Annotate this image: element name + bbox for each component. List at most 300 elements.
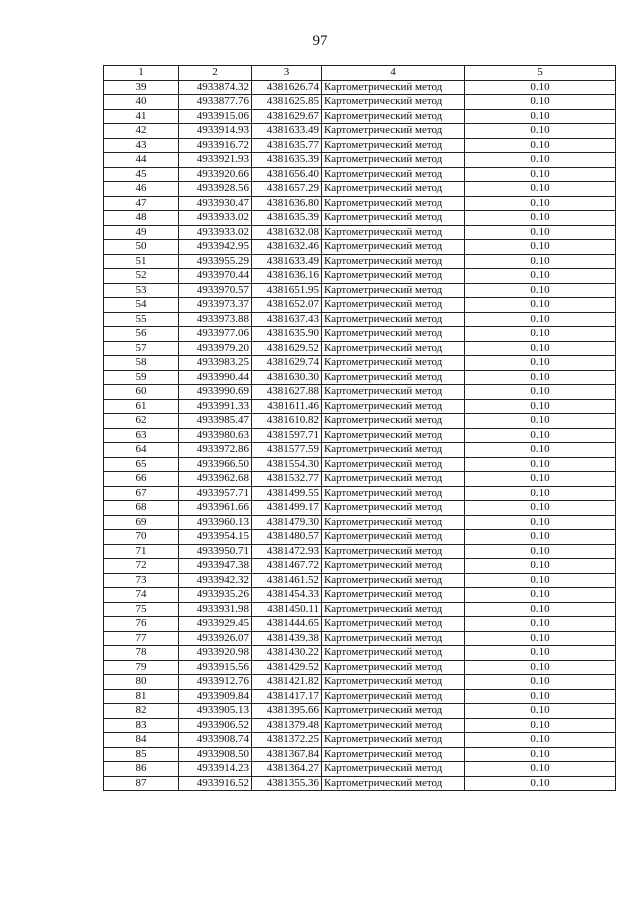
method-cell: Картометрический метод [322,399,465,414]
x-coordinate-cell: 4933973.88 [179,312,252,327]
method-cell: Картометрический метод [322,602,465,617]
y-coordinate-cell: 4381479.30 [252,515,322,530]
column-header: 4 [322,66,465,81]
method-cell: Картометрический метод [322,269,465,284]
method-cell: Картометрический метод [322,254,465,269]
accuracy-cell: 0.10 [465,414,616,429]
accuracy-cell: 0.10 [465,472,616,487]
y-coordinate-cell: 4381554.30 [252,457,322,472]
y-coordinate-cell: 4381627.88 [252,385,322,400]
y-coordinate-cell: 4381461.52 [252,573,322,588]
accuracy-cell: 0.10 [465,544,616,559]
point-number-cell: 82 [104,704,179,719]
x-coordinate-cell: 4933914.23 [179,762,252,777]
point-number-cell: 63 [104,428,179,443]
x-coordinate-cell: 4933961.66 [179,501,252,516]
x-coordinate-cell: 4933972.86 [179,443,252,458]
table-row [104,167,616,182]
accuracy-cell: 0.10 [465,573,616,588]
table-row [104,182,616,197]
method-cell: Картометрический метод [322,588,465,603]
table-row [104,515,616,530]
point-number-cell: 60 [104,385,179,400]
y-coordinate-cell: 4381637.43 [252,312,322,327]
accuracy-cell: 0.10 [465,196,616,211]
method-cell: Картометрический метод [322,646,465,661]
table-row [104,385,616,400]
x-coordinate-cell: 4933977.06 [179,327,252,342]
column-header: 2 [179,66,252,81]
accuracy-cell: 0.10 [465,385,616,400]
method-cell: Картометрический метод [322,327,465,342]
method-cell: Картометрический метод [322,414,465,429]
accuracy-cell: 0.10 [465,588,616,603]
accuracy-cell: 0.10 [465,457,616,472]
y-coordinate-cell: 4381652.07 [252,298,322,313]
table-row [104,95,616,110]
method-cell: Картометрический метод [322,486,465,501]
coordinates-table [103,65,616,791]
method-cell: Картометрический метод [322,196,465,211]
table-row [104,501,616,516]
table-row [104,428,616,443]
accuracy-cell: 0.10 [465,501,616,516]
table-row [104,211,616,226]
method-cell: Картометрический метод [322,776,465,791]
point-number-cell: 67 [104,486,179,501]
accuracy-cell: 0.10 [465,312,616,327]
y-coordinate-cell: 4381651.95 [252,283,322,298]
method-cell: Картометрический метод [322,283,465,298]
point-number-cell: 40 [104,95,179,110]
point-number-cell: 48 [104,211,179,226]
point-number-cell: 64 [104,443,179,458]
table-row [104,283,616,298]
method-cell: Картометрический метод [322,704,465,719]
table-row [104,689,616,704]
x-coordinate-cell: 4933970.44 [179,269,252,284]
method-cell: Картометрический метод [322,356,465,371]
x-coordinate-cell: 4933954.15 [179,530,252,545]
table-row [104,675,616,690]
x-coordinate-cell: 4933935.26 [179,588,252,603]
method-cell: Картометрический метод [322,718,465,733]
accuracy-cell: 0.10 [465,747,616,762]
method-cell: Картометрический метод [322,733,465,748]
x-coordinate-cell: 4933906.52 [179,718,252,733]
method-cell: Картометрический метод [322,472,465,487]
method-cell: Картометрический метод [322,428,465,443]
y-coordinate-cell: 4381656.40 [252,167,322,182]
table-row [104,370,616,385]
table-row [104,240,616,255]
y-coordinate-cell: 4381364.27 [252,762,322,777]
x-coordinate-cell: 4933916.52 [179,776,252,791]
y-coordinate-cell: 4381611.46 [252,399,322,414]
table-row [104,617,616,632]
point-number-cell: 49 [104,225,179,240]
table-row [104,124,616,139]
x-coordinate-cell: 4933912.76 [179,675,252,690]
method-cell: Картометрический метод [322,530,465,545]
column-header: 5 [465,66,616,81]
x-coordinate-cell: 4933990.44 [179,370,252,385]
column-header: 1 [104,66,179,81]
table-row [104,457,616,472]
y-coordinate-cell: 4381480.57 [252,530,322,545]
table-row [104,341,616,356]
y-coordinate-cell: 4381636.16 [252,269,322,284]
accuracy-cell: 0.10 [465,269,616,284]
accuracy-cell: 0.10 [465,733,616,748]
table-row [104,486,616,501]
table-row [104,588,616,603]
point-number-cell: 85 [104,747,179,762]
point-number-cell: 42 [104,124,179,139]
method-cell: Картометрический метод [322,211,465,226]
accuracy-cell: 0.10 [465,443,616,458]
point-number-cell: 41 [104,109,179,124]
y-coordinate-cell: 4381629.52 [252,341,322,356]
point-number-cell: 65 [104,457,179,472]
x-coordinate-cell: 4933980.63 [179,428,252,443]
y-coordinate-cell: 4381626.74 [252,80,322,95]
method-cell: Картометрический метод [322,298,465,313]
method-cell: Картометрический метод [322,153,465,168]
accuracy-cell: 0.10 [465,138,616,153]
point-number-cell: 87 [104,776,179,791]
y-coordinate-cell: 4381532.77 [252,472,322,487]
table-row [104,196,616,211]
accuracy-cell: 0.10 [465,298,616,313]
accuracy-cell: 0.10 [465,254,616,269]
y-coordinate-cell: 4381472.93 [252,544,322,559]
accuracy-cell: 0.10 [465,153,616,168]
accuracy-cell: 0.10 [465,617,616,632]
point-number-cell: 70 [104,530,179,545]
method-cell: Картометрический метод [322,182,465,197]
y-coordinate-cell: 4381355.36 [252,776,322,791]
table-header-row [104,66,616,81]
point-number-cell: 51 [104,254,179,269]
y-coordinate-cell: 4381454.33 [252,588,322,603]
accuracy-cell: 0.10 [465,631,616,646]
x-coordinate-cell: 4933928.56 [179,182,252,197]
y-coordinate-cell: 4381499.17 [252,501,322,516]
accuracy-cell: 0.10 [465,283,616,298]
method-cell: Картометрический метод [322,689,465,704]
method-cell: Картометрический метод [322,631,465,646]
column-header: 3 [252,66,322,81]
table-row [104,399,616,414]
x-coordinate-cell: 4933905.13 [179,704,252,719]
table-row [104,573,616,588]
y-coordinate-cell: 4381633.49 [252,254,322,269]
accuracy-cell: 0.10 [465,356,616,371]
x-coordinate-cell: 4933916.72 [179,138,252,153]
y-coordinate-cell: 4381444.65 [252,617,322,632]
table-row [104,544,616,559]
accuracy-cell: 0.10 [465,80,616,95]
x-coordinate-cell: 4933933.02 [179,225,252,240]
table-row [104,312,616,327]
method-cell: Картометрический метод [322,109,465,124]
table-row [104,443,616,458]
y-coordinate-cell: 4381636.80 [252,196,322,211]
y-coordinate-cell: 4381629.67 [252,109,322,124]
y-coordinate-cell: 4381372.25 [252,733,322,748]
y-coordinate-cell: 4381629.74 [252,356,322,371]
accuracy-cell: 0.10 [465,660,616,675]
method-cell: Картометрический метод [322,240,465,255]
method-cell: Картометрический метод [322,124,465,139]
point-number-cell: 44 [104,153,179,168]
y-coordinate-cell: 4381429.52 [252,660,322,675]
method-cell: Картометрический метод [322,443,465,458]
method-cell: Картометрический метод [322,95,465,110]
y-coordinate-cell: 4381625.85 [252,95,322,110]
point-number-cell: 43 [104,138,179,153]
accuracy-cell: 0.10 [465,602,616,617]
y-coordinate-cell: 4381467.72 [252,559,322,574]
point-number-cell: 59 [104,370,179,385]
method-cell: Картометрический метод [322,225,465,240]
table-row [104,559,616,574]
point-number-cell: 57 [104,341,179,356]
y-coordinate-cell: 4381379.48 [252,718,322,733]
table-row [104,356,616,371]
y-coordinate-cell: 4381610.82 [252,414,322,429]
accuracy-cell: 0.10 [465,428,616,443]
point-number-cell: 80 [104,675,179,690]
point-number-cell: 39 [104,80,179,95]
accuracy-cell: 0.10 [465,95,616,110]
y-coordinate-cell: 4381635.39 [252,211,322,226]
point-number-cell: 77 [104,631,179,646]
y-coordinate-cell: 4381577.59 [252,443,322,458]
point-number-cell: 72 [104,559,179,574]
table-row [104,646,616,661]
y-coordinate-cell: 4381657.29 [252,182,322,197]
table-row [104,762,616,777]
point-number-cell: 66 [104,472,179,487]
x-coordinate-cell: 4933933.02 [179,211,252,226]
x-coordinate-cell: 4933960.13 [179,515,252,530]
method-cell: Картометрический метод [322,544,465,559]
point-number-cell: 53 [104,283,179,298]
accuracy-cell: 0.10 [465,370,616,385]
x-coordinate-cell: 4933920.66 [179,167,252,182]
point-number-cell: 81 [104,689,179,704]
point-number-cell: 71 [104,544,179,559]
x-coordinate-cell: 4933970.57 [179,283,252,298]
y-coordinate-cell: 4381635.90 [252,327,322,342]
x-coordinate-cell: 4933985.47 [179,414,252,429]
accuracy-cell: 0.10 [465,776,616,791]
table-row [104,109,616,124]
x-coordinate-cell: 4933909.84 [179,689,252,704]
method-cell: Картометрический метод [322,457,465,472]
x-coordinate-cell: 4933991.33 [179,399,252,414]
accuracy-cell: 0.10 [465,559,616,574]
table-body [104,80,616,791]
method-cell: Картометрический метод [322,747,465,762]
table-row [104,138,616,153]
x-coordinate-cell: 4933966.50 [179,457,252,472]
point-number-cell: 61 [104,399,179,414]
x-coordinate-cell: 4933908.74 [179,733,252,748]
point-number-cell: 78 [104,646,179,661]
method-cell: Картометрический метод [322,80,465,95]
point-number-cell: 55 [104,312,179,327]
x-coordinate-cell: 4933874.32 [179,80,252,95]
table-row [104,414,616,429]
x-coordinate-cell: 4933920.98 [179,646,252,661]
point-number-cell: 75 [104,602,179,617]
x-coordinate-cell: 4933931.98 [179,602,252,617]
x-coordinate-cell: 4933942.95 [179,240,252,255]
table-row [104,660,616,675]
accuracy-cell: 0.10 [465,704,616,719]
table-row [104,530,616,545]
accuracy-cell: 0.10 [465,486,616,501]
method-cell: Картометрический метод [322,559,465,574]
page-number: 97 [312,33,328,49]
accuracy-cell: 0.10 [465,211,616,226]
method-cell: Картометрический метод [322,501,465,516]
accuracy-cell: 0.10 [465,399,616,414]
point-number-cell: 86 [104,762,179,777]
table-row [104,269,616,284]
point-number-cell: 58 [104,356,179,371]
accuracy-cell: 0.10 [465,124,616,139]
x-coordinate-cell: 4933962.68 [179,472,252,487]
point-number-cell: 56 [104,327,179,342]
y-coordinate-cell: 4381367.84 [252,747,322,762]
accuracy-cell: 0.10 [465,515,616,530]
point-number-cell: 68 [104,501,179,516]
method-cell: Картометрический метод [322,762,465,777]
x-coordinate-cell: 4933979.20 [179,341,252,356]
y-coordinate-cell: 4381633.49 [252,124,322,139]
method-cell: Картометрический метод [322,617,465,632]
point-number-cell: 76 [104,617,179,632]
x-coordinate-cell: 4933990.69 [179,385,252,400]
accuracy-cell: 0.10 [465,167,616,182]
x-coordinate-cell: 4933921.93 [179,153,252,168]
method-cell: Картометрический метод [322,385,465,400]
table-row [104,733,616,748]
point-number-cell: 52 [104,269,179,284]
x-coordinate-cell: 4933926.07 [179,631,252,646]
accuracy-cell: 0.10 [465,327,616,342]
y-coordinate-cell: 4381499.55 [252,486,322,501]
y-coordinate-cell: 4381632.46 [252,240,322,255]
method-cell: Картометрический метод [322,515,465,530]
point-number-cell: 54 [104,298,179,313]
table-row [104,631,616,646]
accuracy-cell: 0.10 [465,341,616,356]
point-number-cell: 45 [104,167,179,182]
y-coordinate-cell: 4381635.77 [252,138,322,153]
y-coordinate-cell: 4381597.71 [252,428,322,443]
x-coordinate-cell: 4933930.47 [179,196,252,211]
y-coordinate-cell: 4381439.38 [252,631,322,646]
y-coordinate-cell: 4381417.17 [252,689,322,704]
point-number-cell: 50 [104,240,179,255]
method-cell: Картометрический метод [322,370,465,385]
y-coordinate-cell: 4381635.39 [252,153,322,168]
table-row [104,298,616,313]
accuracy-cell: 0.10 [465,240,616,255]
x-coordinate-cell: 4933947.38 [179,559,252,574]
method-cell: Картометрический метод [322,312,465,327]
point-number-cell: 47 [104,196,179,211]
method-cell: Картометрический метод [322,660,465,675]
point-number-cell: 74 [104,588,179,603]
point-number-cell: 46 [104,182,179,197]
y-coordinate-cell: 4381395.66 [252,704,322,719]
method-cell: Картометрический метод [322,675,465,690]
accuracy-cell: 0.10 [465,530,616,545]
point-number-cell: 84 [104,733,179,748]
y-coordinate-cell: 4381630.30 [252,370,322,385]
y-coordinate-cell: 4381430.22 [252,646,322,661]
table-row [104,718,616,733]
table-row [104,472,616,487]
table-row [104,776,616,791]
table-row [104,704,616,719]
accuracy-cell: 0.10 [465,689,616,704]
point-number-cell: 83 [104,718,179,733]
accuracy-cell: 0.10 [465,109,616,124]
method-cell: Картометрический метод [322,341,465,356]
point-number-cell: 62 [104,414,179,429]
table-row [104,80,616,95]
x-coordinate-cell: 4933929.45 [179,617,252,632]
table-row [104,153,616,168]
point-number-cell: 73 [104,573,179,588]
table-row [104,602,616,617]
table-row [104,327,616,342]
x-coordinate-cell: 4933955.29 [179,254,252,269]
x-coordinate-cell: 4933908.50 [179,747,252,762]
method-cell: Картометрический метод [322,167,465,182]
x-coordinate-cell: 4933950.71 [179,544,252,559]
x-coordinate-cell: 4933983.25 [179,356,252,371]
table-row [104,225,616,240]
table-row [104,747,616,762]
x-coordinate-cell: 4933957.71 [179,486,252,501]
x-coordinate-cell: 4933914.93 [179,124,252,139]
accuracy-cell: 0.10 [465,762,616,777]
y-coordinate-cell: 4381421.82 [252,675,322,690]
accuracy-cell: 0.10 [465,675,616,690]
x-coordinate-cell: 4933942.32 [179,573,252,588]
accuracy-cell: 0.10 [465,225,616,240]
accuracy-cell: 0.10 [465,718,616,733]
point-number-cell: 69 [104,515,179,530]
point-number-cell: 79 [104,660,179,675]
accuracy-cell: 0.10 [465,182,616,197]
x-coordinate-cell: 4933973.37 [179,298,252,313]
x-coordinate-cell: 4933915.56 [179,660,252,675]
y-coordinate-cell: 4381632.08 [252,225,322,240]
y-coordinate-cell: 4381450.11 [252,602,322,617]
x-coordinate-cell: 4933877.76 [179,95,252,110]
accuracy-cell: 0.10 [465,646,616,661]
table-row [104,254,616,269]
